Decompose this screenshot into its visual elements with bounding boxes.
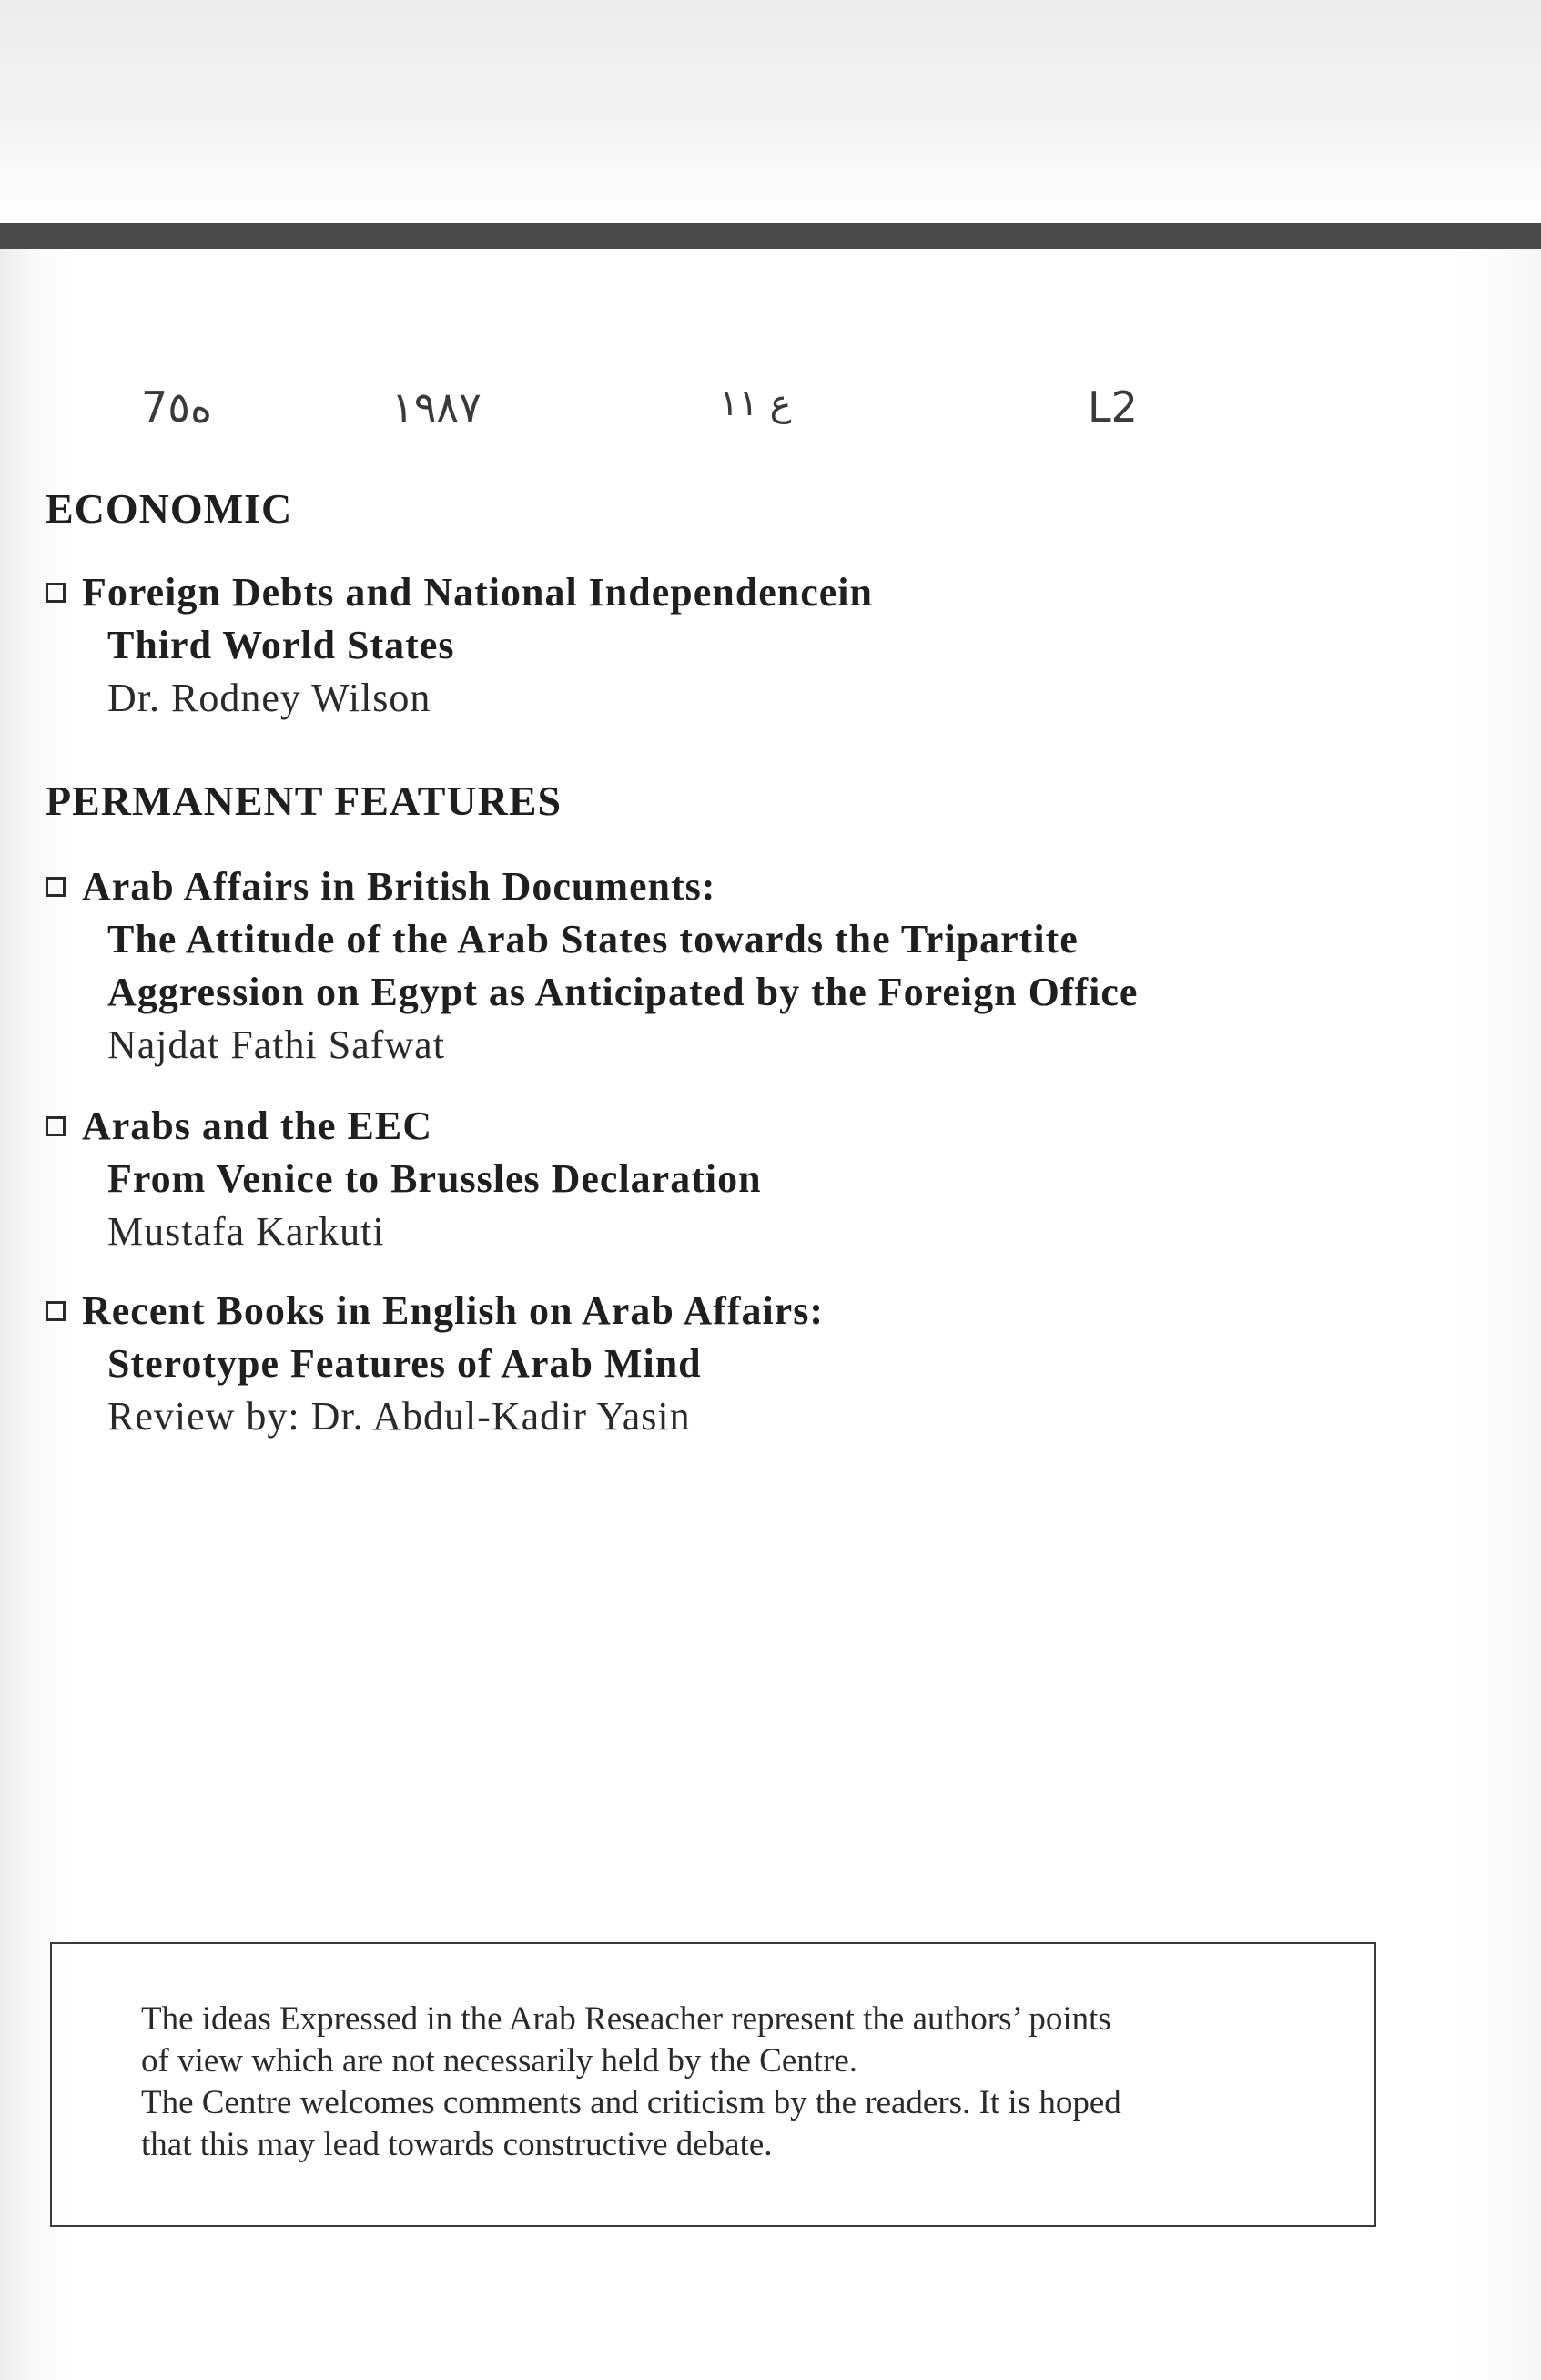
entry-title-line: Arab Affairs in British Documents: <box>82 864 716 909</box>
disclaimer-box <box>50 1942 1376 2227</box>
entry-author: Najdat Fathi Safwat <box>107 1022 445 1067</box>
checkbox-icon <box>46 1301 66 1321</box>
section-title-economic: ECONOMIC <box>46 485 293 532</box>
entry-title-line: Third World States <box>107 623 455 667</box>
disclaimer-line: that this may lead towards constructive debate. <box>141 2126 773 2163</box>
entry-heading <box>46 1285 1411 1337</box>
handwritten-issue: ع ١١ <box>719 382 792 424</box>
checkbox-icon <box>46 583 66 603</box>
checkbox-icon <box>46 1116 66 1136</box>
handwritten-note: 7ه٥ <box>141 382 213 432</box>
entry-author: Review by: Dr. Abdul-Kadir Yasin <box>107 1394 691 1439</box>
entry-title-line: Arabs and the EEC <box>82 1104 432 1148</box>
toc-entry-foreign-debts[interactable] <box>46 566 1411 725</box>
toc-entry-recent-books[interactable] <box>46 1285 1411 1443</box>
entry-title-line: Foreign Debts and National Independencein <box>82 570 873 615</box>
disclaimer-line: The Centre welcomes comments and criticism by the readers. It is hoped <box>141 2084 1121 2121</box>
checkbox-icon <box>46 877 66 897</box>
toc-entry-british-documents[interactable] <box>46 860 1411 1072</box>
entry-author: Mustafa Karkuti <box>107 1209 385 1254</box>
disclaimer-text <box>141 1999 1324 2166</box>
entry-author: Dr. Rodney Wilson <box>107 676 431 720</box>
handwritten-code: L2 <box>1088 382 1138 432</box>
entry-title-line: Recent Books in English on Arab Affairs: <box>82 1288 824 1333</box>
entry-heading <box>46 566 1411 619</box>
entry-title-line: Sterotype Features of Arab Mind <box>107 1341 702 1386</box>
entry-heading <box>46 860 1411 913</box>
entry-heading <box>46 1100 1411 1153</box>
entry-title-line: Aggression on Egypt as Anticipated by the Foreign Office <box>107 970 1139 1014</box>
disclaimer-line: of view which are not necessarily held by the Centre. <box>141 2042 858 2080</box>
entry-title-line: From Venice to Brussles Declaration <box>107 1156 762 1201</box>
section-title-permanent-features: PERMANENT FEATURES <box>46 778 563 824</box>
entry-title-line: The Attitude of the Arab States towards the Tripartite <box>107 917 1079 961</box>
handwritten-year: ١٩٨٧ <box>391 382 482 432</box>
disclaimer-line: The ideas Expressed in the Arab Reseacher represent the authors’ points <box>141 2000 1111 2038</box>
toc-entry-arabs-eec[interactable] <box>46 1100 1411 1258</box>
